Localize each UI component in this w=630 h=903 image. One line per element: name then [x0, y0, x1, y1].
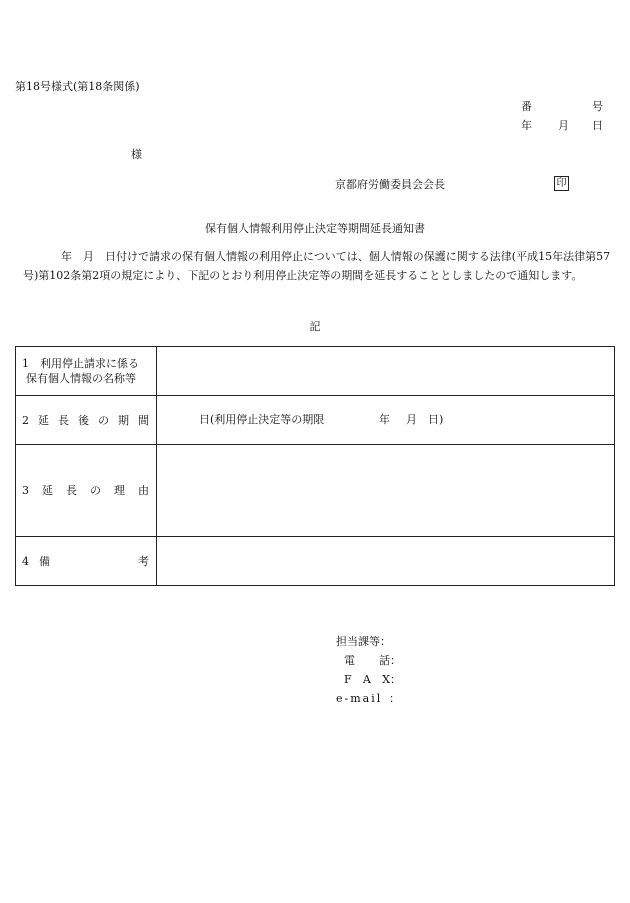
label-target-info [16, 347, 157, 396]
tel-char: 電 [344, 654, 355, 667]
issuer-name: 京都府労働委員会会長 [335, 178, 445, 191]
label-num: 3 [22, 484, 29, 497]
label-char: 延 [38, 413, 49, 427]
label-num: 2 [22, 413, 29, 427]
contact-block [336, 632, 401, 708]
label-char: の [98, 413, 109, 427]
period-close-text: 日) [428, 413, 444, 426]
label-char: 延 [42, 484, 53, 497]
label-remarks [16, 537, 157, 586]
table-row-target-info [16, 347, 615, 396]
doc-number-label: 番 [521, 100, 532, 113]
fax-colon: ： [390, 673, 401, 686]
doc-number-suffix: 号 [592, 100, 603, 113]
label-reason [16, 445, 157, 537]
ki-heading: 記 [309, 320, 321, 333]
fax-char: X [382, 673, 390, 686]
detail-table [15, 346, 615, 586]
label-target-info-line2: 保有個人情報の名称等 [26, 372, 136, 385]
label-char: 理 [114, 484, 125, 497]
contact-fax-row [336, 670, 401, 689]
label-char: 後 [78, 413, 89, 427]
date-month-label: 月 [558, 119, 569, 132]
date-day-label: 日 [592, 119, 603, 132]
contact-email-row [336, 689, 401, 708]
label-num: 4 [22, 554, 29, 568]
table-row-reason [16, 445, 615, 537]
contact-dept-label: 担当課等： [336, 635, 391, 648]
date-year-label: 年 [521, 119, 532, 132]
label-target-info-line1: 1 利用停止請求に係る [22, 357, 139, 370]
document-title: 保有個人情報利用停止決定等期間延長通知書 [205, 222, 425, 235]
label-char: 長 [66, 484, 77, 497]
table-row-remarks [16, 537, 615, 586]
period-day-text: 日(利用停止決定等の期限 [199, 413, 325, 426]
fax-char: A [362, 673, 371, 686]
table-row-extended-period [16, 396, 615, 445]
label-char: 間 [138, 413, 149, 427]
label-extended-period [16, 396, 157, 445]
value-target-info [157, 347, 615, 396]
value-reason [157, 445, 615, 537]
tel-colon: ： [390, 654, 401, 667]
email-colon: ： [389, 692, 400, 705]
contact-tel-row [336, 651, 401, 670]
contact-dept-row [336, 632, 401, 651]
label-char: 由 [138, 484, 149, 497]
label-char: 備 [39, 554, 50, 568]
notice-body: 年 月 日付けで請求の保有個人情報の利用停止については、個人情報の保護に関する法律(平成15年法律第57号)第102条第2項の規定により、下記のとおり利用停止決定等の期間を延長することとしましたので通知します。 [23, 250, 611, 282]
label-char: 期 [118, 413, 129, 427]
email-label: e-mail [336, 692, 383, 705]
seal-mark: 印 [554, 176, 569, 191]
form-number: 第18号様式(第18条関係) [15, 80, 140, 93]
fax-char: F [344, 673, 352, 686]
value-extended-period [157, 396, 615, 445]
label-char: 考 [138, 554, 149, 568]
label-char: 長 [58, 413, 69, 427]
period-year-text: 年 [379, 413, 390, 426]
period-month-text: 月 [406, 413, 417, 426]
value-remarks [157, 537, 615, 586]
addressee-suffix: 様 [131, 148, 142, 161]
label-char: の [90, 484, 101, 497]
tel-char: 話 [379, 654, 390, 667]
